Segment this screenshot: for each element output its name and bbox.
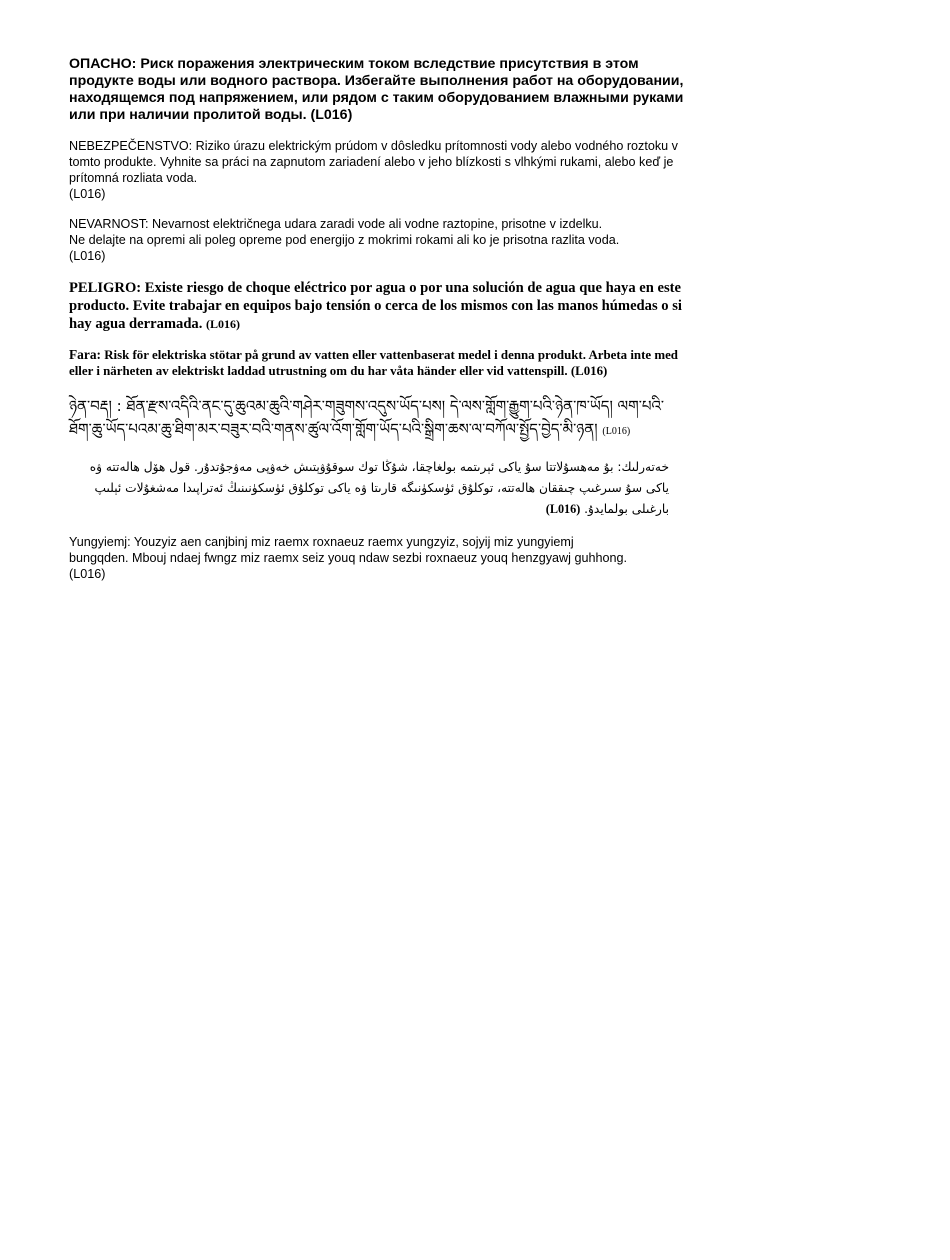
notice-tibetan xyxy=(69,395,679,443)
notice-russian: ОПАСНО: Риск поражения электрическим током вследствие присутствия в этом продукте воды или водного раствора. Избегайте выполнения работ на оборудовании, находящемся под напряжением, или рядом с таким оборудованием влажными руками или при наличии пролитой воды. (L016) xyxy=(69,56,684,123)
notice-slovenian xyxy=(69,216,699,264)
notice-slovenian-code: (L016) xyxy=(69,249,106,263)
notice-zhuang-line1: Yungyiemj: Youzyiz aen canjbinj miz raemx roxnaeuz raemx yungzyiz, sojyij miz yungyiemj xyxy=(69,535,574,549)
notice-slovenian-line1: NEVARNOST: Nevarnost električnega udara zaradi vode ali vodne raztopine, prisotne v izdelku. xyxy=(69,217,603,231)
notice-zhuang xyxy=(69,534,699,582)
notice-slovak-code: (L016) xyxy=(69,187,106,201)
notice-spanish xyxy=(69,279,699,333)
notice-swedish xyxy=(69,347,699,379)
notice-swedish-code: (L016) xyxy=(570,364,608,378)
notice-zhuang-line2: bungqden. Mbouj ndaej fwngz miz raemx seiz youq ndaw sezbi roxnaeuz youq henzgyawj guhhong. xyxy=(69,551,627,565)
notice-uyghur-text: خەتەرلىك: بۇ مەھسۇلاتتا سۇ ياكى ئېرىتمە بولغاچقا، شۇڭا توك سوقۇۋېتىش خەۋپى مەۋجۇتدۇر. قول ھۆل ھالەتتە ۋە ياكى سۇ سىرغىپ چىققان ھالەتتە، توكلۇق ئۈسكۈنىگە قارىتا ۋە ياكى توكلۇق ئۈسكۈنىنىڭ ئەتراپىدا مەشغۇلات ئېلىپ بارغىلى بولمايدۇ. xyxy=(89,460,669,516)
notice-slovak-text: NEBEZPEČENSTVO: Riziko úrazu elektrickým prúdom v dôsledku prítomnosti vody alebo vodného roztoku v tomto produkte. Vyhnite sa práci na zapnutom zariadení alebo v jeho blízkosti s vlhkými rukami, alebo keď je prítomná rozliata voda. xyxy=(69,139,678,185)
notice-slovak xyxy=(69,138,699,202)
notice-slovenian-line2: Ne delajte na opremi ali poleg opreme pod energijo z mokrimi rokami ali ko je prisotna razlita voda. xyxy=(69,233,620,247)
notice-spanish-code: (L016) xyxy=(206,317,241,331)
safety-notices xyxy=(69,56,699,582)
notice-tibetan-code: (L016) xyxy=(602,426,631,437)
notice-spanish-text: PELIGRO: Existe riesgo de choque eléctrico por agua o por una solución de agua que haya en este producto. Evite trabajar en equipos bajo tensión o cerca de los mismos con las manos húmedas o si hay agua derramada. xyxy=(69,280,682,332)
notice-swedish-label: Fara: xyxy=(69,347,101,362)
notice-swedish-text: Risk för elektriska stötar på grund av vatten eller vattenbaserat medel i denna produkt. Arbeta inte med eller i närheten av elektriskt laddad utrustning om du har våta händer eller vid vattenspill. xyxy=(69,348,678,378)
notice-tibetan-text: ཉེན་བརྡ། : ཐོན་རྫས་འདིའི་ནང་དུ་ཆུའམ་ཆུའི་གཤེར་གཟུགས་འདུས་ཡོད་པས། དེ་ལས་གློག་རྒྱུག་པའི་ཉེན་ཁ་ཡོད། ལག་པའི་ཐོག་ཆུ་ཡོད་པའམ་ཆུ་ཐིག་མར་བཟུར་བའི་གནས་ཚུལ་འོག་གློག་ཡོད་པའི་སྒྲིག་ཆས་ལ་བཀོལ་སྤྱོད་བྱེད་མི་ཉན། xyxy=(69,397,665,438)
notice-uyghur xyxy=(69,457,669,520)
notice-uyghur-code: (L016) xyxy=(545,502,581,516)
notice-zhuang-code: (L016) xyxy=(69,567,106,581)
